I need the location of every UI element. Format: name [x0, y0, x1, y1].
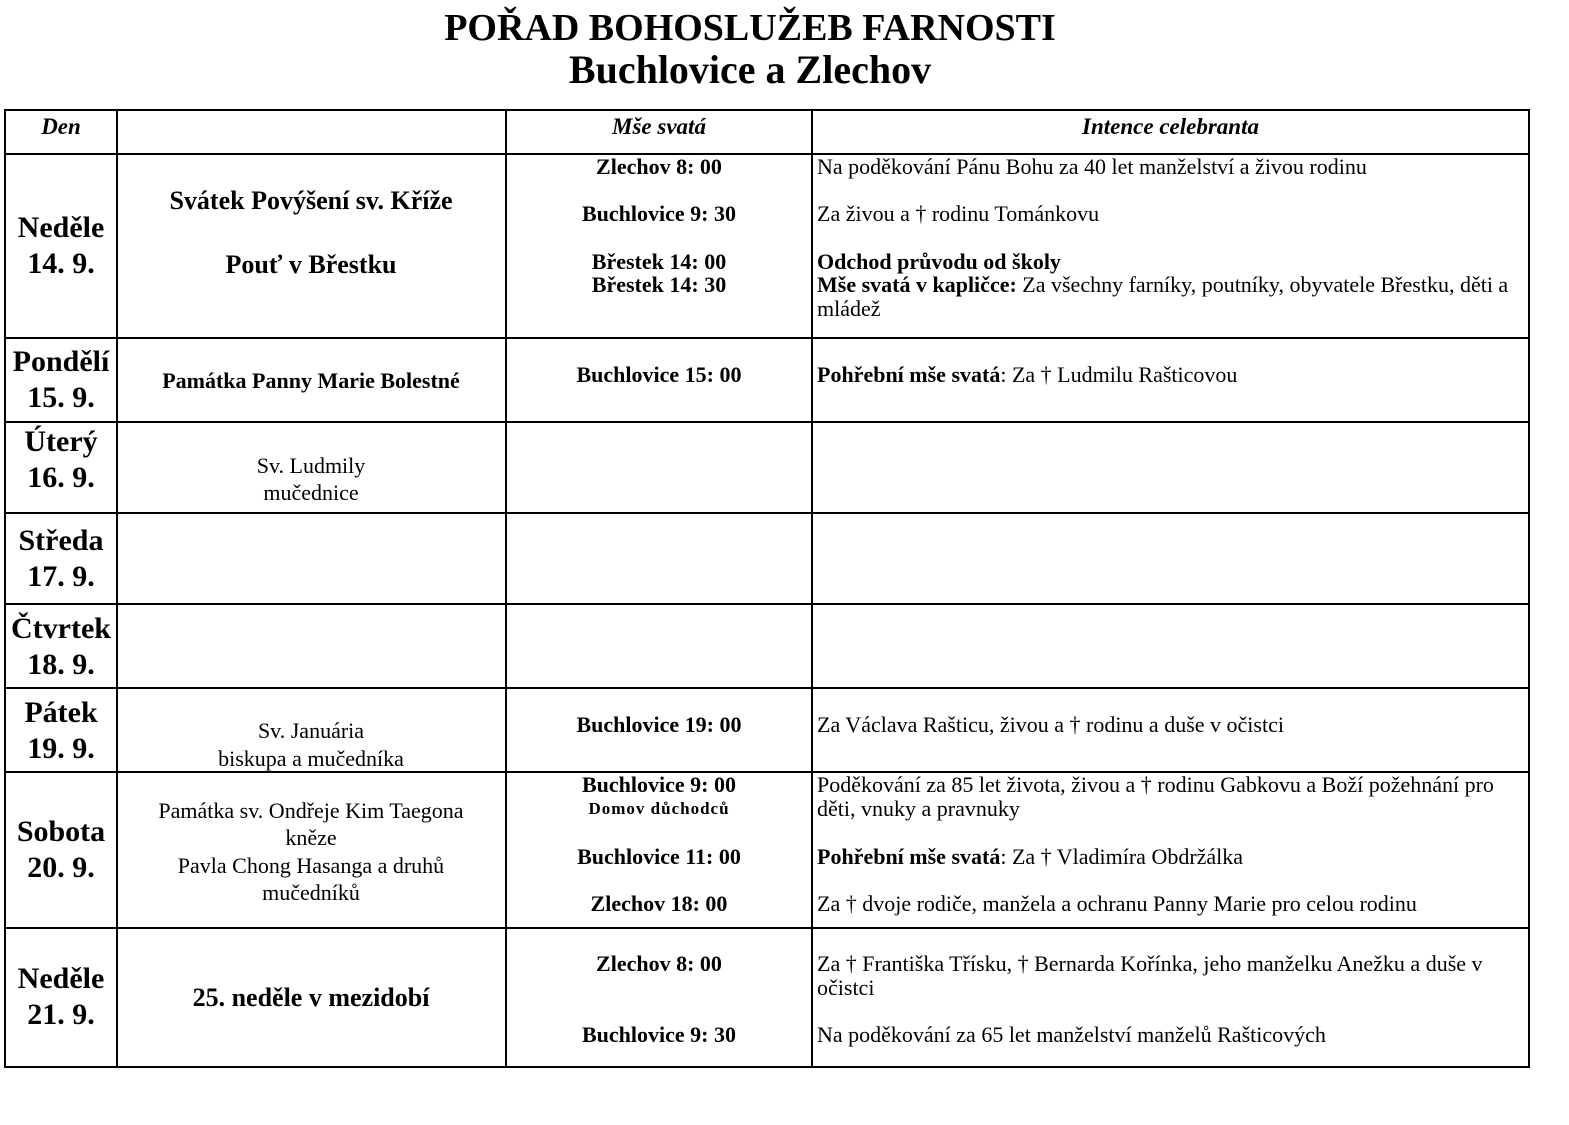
feast-name: Pavla Chong Hasanga a druhů: [177, 853, 445, 878]
day-name: Středa: [18, 524, 104, 557]
feast-name: Sv. Januária: [257, 718, 365, 743]
day-name: Čtvrtek: [11, 612, 111, 645]
day-date: 17. 9.: [27, 560, 95, 593]
day-cell: [6, 814, 116, 886]
mass-time: Buchlovice 11: 00: [577, 844, 741, 869]
day-cell: [6, 961, 116, 1033]
intention-text: Na poděkování za 65 let manželství manželů Rašticových: [817, 1022, 1326, 1047]
feast-name: Sv. Ludmily: [256, 453, 366, 478]
document-subtitle: Buchlovice a Zlechov: [568, 47, 932, 92]
intention-text: [817, 363, 1523, 387]
mass-time: Buchlovice 19: 00: [576, 712, 742, 737]
feast-name: Svátek Povýšení sv. Kříže: [169, 186, 453, 215]
day-cell: [6, 344, 116, 416]
day-date: 19. 9.: [27, 732, 95, 765]
day-name: Neděle: [17, 962, 105, 995]
day-cell: [6, 424, 116, 496]
feast-name: Památka Panny Marie Bolestné: [162, 368, 460, 393]
mass-time: Buchlovice 9: 00: [582, 772, 736, 797]
intention-text: [817, 845, 1523, 869]
day-name: Pondělí: [12, 345, 110, 378]
mass-time: Břestek 14: 30: [591, 272, 727, 297]
mass-time: Buchlovice 9: 30: [582, 201, 736, 226]
header-mass: Mše svatá: [612, 114, 706, 139]
mass-location-note: Domov důchodců: [588, 799, 730, 818]
intention-text: Poděkování za 85 let života, živou a † rodinu Gabkovu a Boží požehnání pro děti, vnuky a pravnuky: [817, 772, 1494, 821]
feast-name: mučedníků: [262, 880, 360, 905]
intention-detail: : Za † Vladimíra Obdržálka: [1000, 844, 1244, 869]
day-date: 14. 9.: [27, 247, 95, 280]
header-day: Den: [41, 114, 81, 139]
day-name: Sobota: [16, 815, 106, 848]
intention-text: Za † dvoje rodiče, manžela a ochranu Panny Marie pro celou rodinu: [817, 891, 1417, 916]
day-cell: [6, 523, 116, 595]
feast-name: 25. neděle v mezidobí: [192, 983, 430, 1012]
intention-bold: Mše svatá v kapličce:: [817, 272, 1017, 297]
feast-name: mučednice: [263, 480, 359, 505]
day-cell: [6, 611, 116, 683]
mass-time: Břestek 14: 00: [591, 249, 727, 274]
mass-time: Buchlovice 15: 00: [576, 362, 742, 387]
day-date: 16. 9.: [27, 461, 95, 494]
day-name: Neděle: [17, 211, 105, 244]
intention-text: Za Václava Rašticu, živou a † rodinu a duše v očistci: [817, 712, 1284, 737]
feast-name: kněze: [285, 825, 337, 850]
intention-bold: Pohřební mše svatá: [817, 362, 1001, 387]
intention-detail: : Za † Ludmilu Rašticovou: [1000, 362, 1238, 387]
intention-detail: Za všechny farníky, poutníky, obyvatele Břestku, děti a mládež: [817, 272, 1509, 321]
day-date: 20. 9.: [27, 851, 95, 884]
mass-time: Buchlovice 9: 30: [582, 1022, 736, 1047]
intention-text: Na poděkování Pánu Bohu za 40 let manželství a živou rodinu: [817, 154, 1367, 179]
day-name: Úterý: [24, 425, 98, 458]
day-date: 15. 9.: [27, 381, 95, 414]
intention-text: [817, 250, 1523, 274]
intention-text: [817, 273, 1523, 321]
header-intention: Intence celebranta: [1082, 114, 1259, 139]
feast-name: biskupa a mučedníka: [218, 746, 404, 771]
feast-name: Památka sv. Ondřeje Kim Taegona: [158, 798, 464, 823]
intention-bold: Pohřební mše svatá: [817, 844, 1001, 869]
document-title: POŘAD BOHOSLUŽEB FARNOSTI: [444, 7, 1056, 49]
day-cell: [6, 695, 116, 767]
mass-time: Zlechov 8: 00: [596, 154, 722, 179]
day-date: 18. 9.: [27, 648, 95, 681]
day-name: Pátek: [24, 696, 98, 729]
mass-time: Zlechov 8: 00: [596, 951, 722, 976]
day-date: 21. 9.: [27, 998, 95, 1031]
intention-bold: Odchod průvodu od školy: [817, 249, 1061, 274]
intention-text: Za živou a † rodinu Tománkovu: [817, 201, 1100, 226]
feast-name: Pouť v Břestku: [225, 250, 397, 279]
intention-text: Za † Františka Třísku, † Bernarda Kořínka, jeho manželku Anežku a duše v očistci: [817, 951, 1483, 1000]
mass-time: Zlechov 18: 00: [590, 891, 728, 916]
day-cell: [6, 210, 116, 282]
